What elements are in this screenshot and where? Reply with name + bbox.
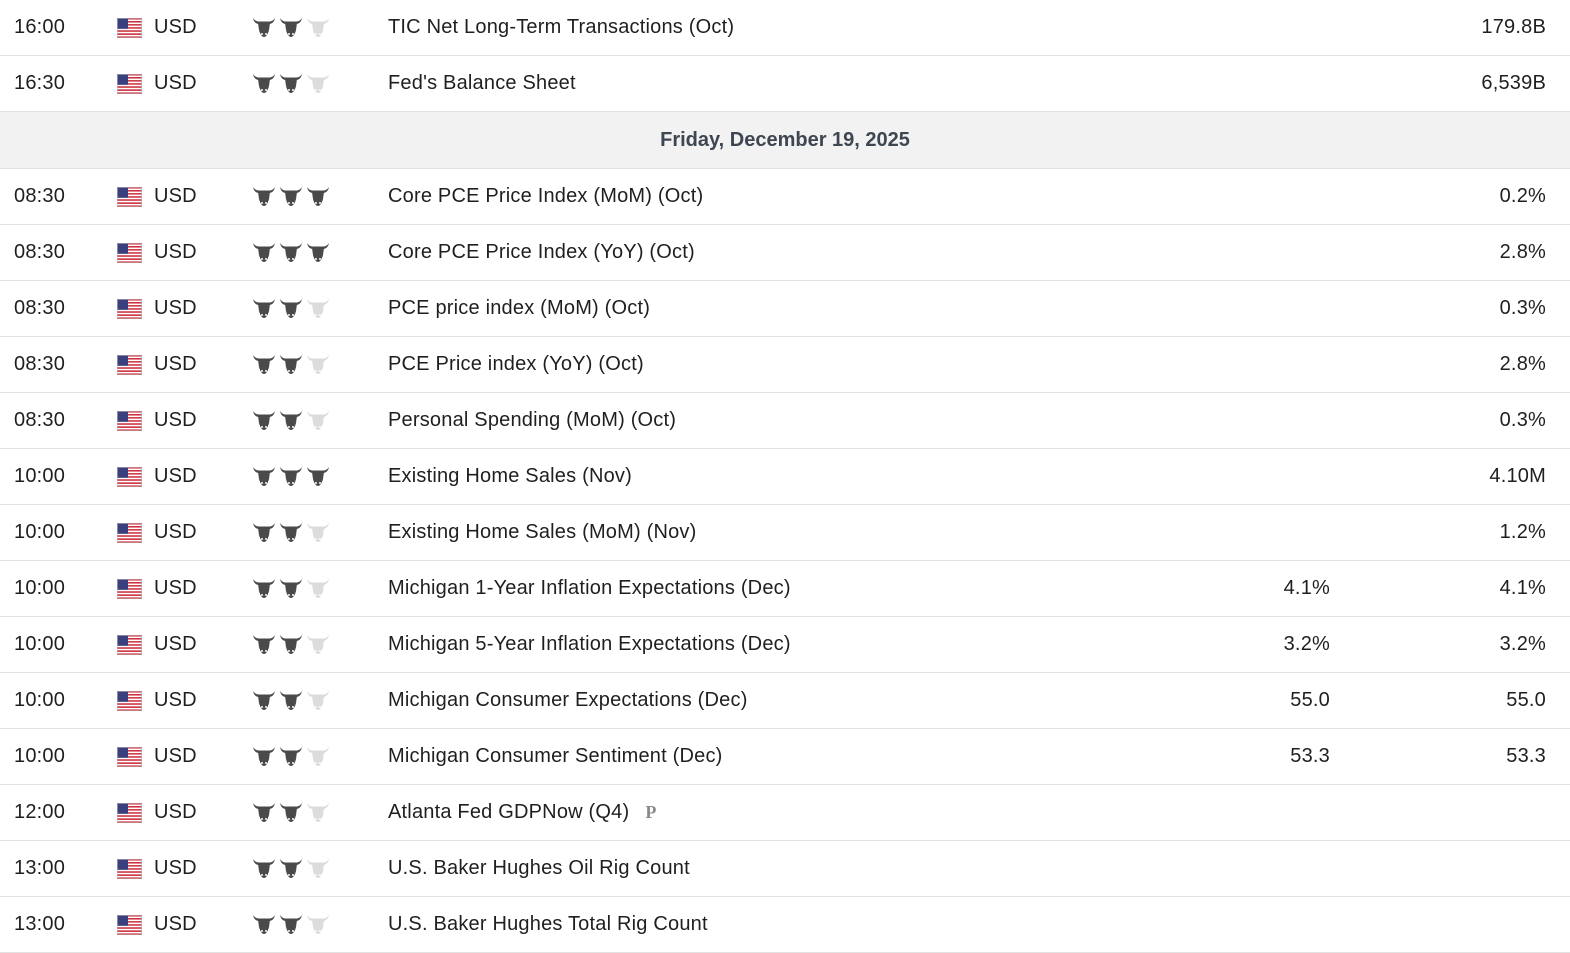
event-name-link[interactable] bbox=[388, 0, 1208, 55]
event-name-link[interactable] bbox=[388, 56, 1208, 111]
volatility-rating bbox=[251, 70, 341, 96]
currency-code: USD bbox=[154, 241, 197, 263]
currency-code: USD bbox=[154, 521, 197, 543]
bull-head-icon bbox=[278, 407, 304, 433]
volatility-rating bbox=[251, 14, 341, 40]
actual-value bbox=[1130, 169, 1330, 224]
event-time: 16:00 bbox=[14, 16, 66, 38]
bull-head-icon bbox=[251, 519, 277, 545]
bull-head-icon bbox=[251, 407, 277, 433]
event-time: 13:00 bbox=[14, 913, 66, 935]
forecast-value: 2.8% bbox=[1499, 353, 1546, 375]
actual-value bbox=[1130, 225, 1330, 280]
event-row[interactable] bbox=[0, 729, 1570, 785]
bull-head-icon bbox=[305, 351, 331, 377]
forecast-value: 4.10M bbox=[1489, 465, 1546, 487]
currency-code: USD bbox=[154, 857, 197, 879]
bull-head-icon bbox=[278, 239, 304, 265]
us-flag-icon bbox=[117, 691, 142, 711]
event-name: Michigan Consumer Sentiment (Dec) bbox=[388, 745, 723, 767]
volatility-rating bbox=[251, 463, 341, 489]
currency-code: USD bbox=[154, 801, 197, 823]
volatility-rating bbox=[251, 351, 341, 377]
bull-head-icon bbox=[305, 70, 331, 96]
forecast-value: 0.3% bbox=[1499, 297, 1546, 319]
actual-value: 55.0 bbox=[1290, 689, 1330, 711]
bull-head-icon bbox=[305, 183, 331, 209]
forecast-value: 3.2% bbox=[1499, 633, 1546, 655]
us-flag-icon bbox=[117, 467, 142, 487]
event-name: Michigan Consumer Expectations (Dec) bbox=[388, 689, 748, 711]
event-time: 08:30 bbox=[14, 353, 66, 375]
volatility-rating bbox=[251, 855, 341, 881]
actual-value bbox=[1130, 337, 1330, 392]
event-name: Existing Home Sales (Nov) bbox=[388, 465, 632, 487]
actual-value bbox=[1130, 56, 1330, 111]
bull-head-icon bbox=[305, 575, 331, 601]
event-row[interactable] bbox=[0, 673, 1570, 729]
event-row[interactable] bbox=[0, 617, 1570, 673]
event-name-link[interactable] bbox=[388, 449, 1208, 504]
currency-code: USD bbox=[154, 72, 197, 94]
us-flag-icon bbox=[117, 579, 142, 599]
bull-head-icon bbox=[251, 70, 277, 96]
event-name: PCE Price index (YoY) (Oct) bbox=[388, 353, 644, 375]
us-flag-icon bbox=[117, 74, 142, 94]
forecast-value bbox=[1340, 841, 1546, 896]
bull-head-icon bbox=[305, 911, 331, 937]
bull-head-icon bbox=[278, 70, 304, 96]
forecast-value bbox=[1340, 897, 1546, 952]
date-header: Friday, December 19, 2025 bbox=[0, 112, 1570, 169]
bull-head-icon bbox=[251, 575, 277, 601]
event-time: 08:30 bbox=[14, 185, 66, 207]
bull-head-icon bbox=[251, 351, 277, 377]
forecast-value: 0.2% bbox=[1499, 185, 1546, 207]
currency-code: USD bbox=[154, 409, 197, 431]
event-row[interactable] bbox=[0, 225, 1570, 281]
currency-code: USD bbox=[154, 16, 197, 38]
bull-head-icon bbox=[278, 14, 304, 40]
event-row[interactable] bbox=[0, 56, 1570, 112]
event-name: TIC Net Long-Term Transactions (Oct) bbox=[388, 16, 735, 38]
event-name: Atlanta Fed GDPNow (Q4) bbox=[388, 801, 630, 823]
volatility-rating bbox=[251, 575, 341, 601]
us-flag-icon bbox=[117, 915, 142, 935]
volatility-rating bbox=[251, 631, 341, 657]
bull-head-icon bbox=[251, 183, 277, 209]
actual-value bbox=[1130, 505, 1330, 560]
forecast-value: 2.8% bbox=[1499, 241, 1546, 263]
us-flag-icon bbox=[117, 411, 142, 431]
currency-code: USD bbox=[154, 745, 197, 767]
bull-head-icon bbox=[278, 687, 304, 713]
event-name: U.S. Baker Hughes Total Rig Count bbox=[388, 913, 708, 935]
bull-head-icon bbox=[278, 911, 304, 937]
bull-head-icon bbox=[305, 519, 331, 545]
volatility-rating bbox=[251, 799, 341, 825]
volatility-rating bbox=[251, 295, 341, 321]
bull-head-icon bbox=[251, 687, 277, 713]
us-flag-icon bbox=[117, 747, 142, 767]
bull-head-icon bbox=[251, 743, 277, 769]
bull-head-icon bbox=[305, 239, 331, 265]
bull-head-icon bbox=[305, 463, 331, 489]
event-time: 10:00 bbox=[14, 633, 66, 655]
event-row[interactable] bbox=[0, 393, 1570, 449]
event-name-link[interactable] bbox=[388, 561, 1208, 616]
bull-head-icon bbox=[278, 351, 304, 377]
bull-head-icon bbox=[305, 687, 331, 713]
us-flag-icon bbox=[117, 859, 142, 879]
currency-code: USD bbox=[154, 185, 197, 207]
event-time: 12:00 bbox=[14, 801, 66, 823]
volatility-rating bbox=[251, 687, 341, 713]
event-name: PCE price index (MoM) (Oct) bbox=[388, 297, 651, 319]
event-name: U.S. Baker Hughes Oil Rig Count bbox=[388, 857, 690, 879]
us-flag-icon bbox=[117, 803, 142, 823]
currency-code: USD bbox=[154, 297, 197, 319]
event-name: Michigan 5-Year Inflation Expectations (Dec) bbox=[388, 633, 791, 655]
actual-value bbox=[1130, 897, 1330, 952]
preliminary-P-icon: P bbox=[645, 802, 657, 822]
actual-value bbox=[1130, 0, 1330, 55]
volatility-rating bbox=[251, 239, 341, 265]
event-row[interactable] bbox=[0, 0, 1570, 56]
bull-head-icon bbox=[251, 631, 277, 657]
event-name: Core PCE Price Index (YoY) (Oct) bbox=[388, 241, 695, 263]
currency-code: USD bbox=[154, 913, 197, 935]
event-name-link[interactable] bbox=[388, 505, 1208, 560]
bull-head-icon bbox=[305, 631, 331, 657]
currency-code: USD bbox=[154, 353, 197, 375]
actual-value: 53.3 bbox=[1290, 745, 1330, 767]
bull-head-icon bbox=[278, 463, 304, 489]
forecast-value bbox=[1340, 785, 1546, 840]
event-name-link[interactable] bbox=[388, 393, 1208, 448]
event-time: 10:00 bbox=[14, 689, 66, 711]
us-flag-icon bbox=[117, 18, 142, 38]
actual-value: 3.2% bbox=[1283, 633, 1330, 655]
actual-value bbox=[1130, 785, 1330, 840]
bull-head-icon bbox=[278, 519, 304, 545]
us-flag-icon bbox=[117, 635, 142, 655]
event-name: Existing Home Sales (MoM) (Nov) bbox=[388, 521, 697, 543]
us-flag-icon bbox=[117, 243, 142, 263]
volatility-rating bbox=[251, 407, 341, 433]
bull-head-icon bbox=[278, 631, 304, 657]
us-flag-icon bbox=[117, 355, 142, 375]
bull-head-icon bbox=[251, 295, 277, 321]
event-row[interactable] bbox=[0, 281, 1570, 337]
volatility-rating bbox=[251, 183, 341, 209]
bull-head-icon bbox=[278, 799, 304, 825]
us-flag-icon bbox=[117, 299, 142, 319]
bull-head-icon bbox=[251, 911, 277, 937]
event-time: 08:30 bbox=[14, 297, 66, 319]
actual-value: 4.1% bbox=[1283, 577, 1330, 599]
forecast-value: 1.2% bbox=[1499, 521, 1546, 543]
event-time: 16:30 bbox=[14, 72, 66, 94]
event-time: 10:00 bbox=[14, 745, 66, 767]
currency-code: USD bbox=[154, 577, 197, 599]
currency-code: USD bbox=[154, 465, 197, 487]
bull-head-icon bbox=[251, 239, 277, 265]
bull-head-icon bbox=[251, 14, 277, 40]
event-row[interactable] bbox=[0, 785, 1570, 841]
event-row[interactable] bbox=[0, 841, 1570, 897]
event-name: Personal Spending (MoM) (Oct) bbox=[388, 409, 677, 431]
event-name: Core PCE Price Index (MoM) (Oct) bbox=[388, 185, 704, 207]
event-row[interactable] bbox=[0, 169, 1570, 225]
event-name-link[interactable] bbox=[388, 673, 1208, 728]
actual-value bbox=[1130, 393, 1330, 448]
bull-head-icon bbox=[278, 855, 304, 881]
bull-head-icon bbox=[305, 743, 331, 769]
event-name-link[interactable] bbox=[388, 897, 1208, 952]
bull-head-icon bbox=[251, 855, 277, 881]
event-name: Michigan 1-Year Inflation Expectations (Dec) bbox=[388, 577, 791, 599]
event-time: 10:00 bbox=[14, 577, 66, 599]
bull-head-icon bbox=[305, 855, 331, 881]
us-flag-icon bbox=[117, 187, 142, 207]
event-time: 10:00 bbox=[14, 465, 66, 487]
event-time: 10:00 bbox=[14, 521, 66, 543]
bull-head-icon bbox=[278, 183, 304, 209]
event-time: 13:00 bbox=[14, 857, 66, 879]
event-row[interactable] bbox=[0, 561, 1570, 617]
bull-head-icon bbox=[305, 407, 331, 433]
currency-code: USD bbox=[154, 689, 197, 711]
event-time: 08:30 bbox=[14, 409, 66, 431]
currency-code: USD bbox=[154, 633, 197, 655]
bull-head-icon bbox=[278, 575, 304, 601]
bull-head-icon bbox=[305, 295, 331, 321]
event-name: Fed's Balance Sheet bbox=[388, 72, 576, 94]
event-name-link[interactable] bbox=[388, 225, 1208, 280]
event-row[interactable] bbox=[0, 337, 1570, 393]
volatility-rating bbox=[251, 519, 341, 545]
event-row[interactable] bbox=[0, 449, 1570, 505]
bull-head-icon bbox=[305, 799, 331, 825]
event-name-link[interactable] bbox=[388, 841, 1208, 896]
forecast-value: 179.8B bbox=[1481, 16, 1546, 38]
event-row[interactable] bbox=[0, 897, 1570, 953]
actual-value bbox=[1130, 449, 1330, 504]
event-name-link[interactable] bbox=[388, 785, 1208, 840]
event-name-link[interactable] bbox=[388, 729, 1208, 784]
forecast-value: 0.3% bbox=[1499, 409, 1546, 431]
event-time: 08:30 bbox=[14, 241, 66, 263]
forecast-value: 55.0 bbox=[1506, 689, 1546, 711]
forecast-value: 4.1% bbox=[1499, 577, 1546, 599]
event-row[interactable] bbox=[0, 505, 1570, 561]
actual-value bbox=[1130, 841, 1330, 896]
volatility-rating bbox=[251, 911, 341, 937]
bull-head-icon bbox=[251, 799, 277, 825]
bull-head-icon bbox=[251, 463, 277, 489]
event-name-link[interactable] bbox=[388, 281, 1208, 336]
bull-head-icon bbox=[278, 743, 304, 769]
bull-head-icon bbox=[305, 14, 331, 40]
us-flag-icon bbox=[117, 523, 142, 543]
volatility-rating bbox=[251, 743, 341, 769]
event-name-link[interactable] bbox=[388, 617, 1208, 672]
forecast-value: 6,539B bbox=[1481, 72, 1546, 94]
forecast-value: 53.3 bbox=[1506, 745, 1546, 767]
actual-value bbox=[1130, 281, 1330, 336]
event-name-link[interactable] bbox=[388, 169, 1208, 224]
bull-head-icon bbox=[278, 295, 304, 321]
event-name-link[interactable] bbox=[388, 337, 1208, 392]
